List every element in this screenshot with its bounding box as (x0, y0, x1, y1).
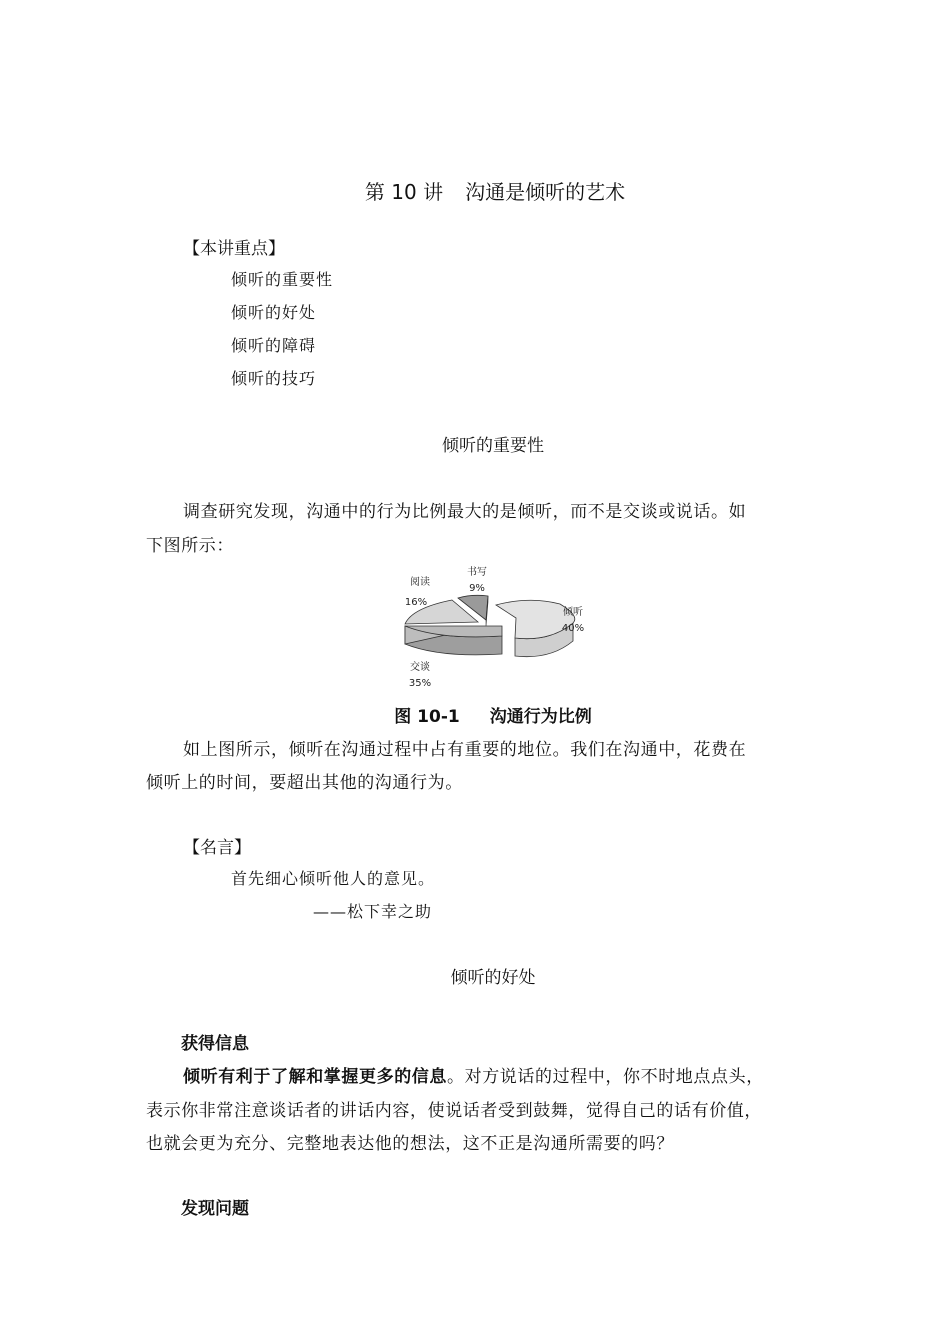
section-heading-benefits: 倾听的好处 (450, 968, 536, 988)
quote-heading: 【名言】 (183, 838, 251, 858)
key-point-item: 倾听的障碍 (231, 336, 317, 355)
key-point-item: 倾听的重要性 (231, 270, 334, 289)
label-reading: 阅读 (410, 577, 430, 588)
benefits-paragraph-line1 (183, 1062, 764, 1087)
after-chart-line1: 如上图所示，倾听在沟通过程中占有重要的地位。我们在沟通中，花费在 (183, 740, 747, 760)
subheading-find-problems: 发现问题 (181, 1199, 249, 1219)
lecture-number: 第 10 讲 (364, 180, 444, 204)
figure-caption (0, 702, 950, 727)
key-point-item: 倾听的好处 (231, 303, 317, 322)
page-title (0, 176, 950, 205)
figure-title: 沟通行为比例 (489, 707, 592, 727)
label-writing: 书写 (467, 567, 487, 578)
figure-number: 图 10-1 (394, 707, 460, 727)
label-talking: 交谈 (410, 662, 430, 673)
section-heading-importance: 倾听的重要性 (442, 436, 544, 456)
key-point-item: 倾听的技巧 (231, 369, 317, 388)
bold-lead: 倾听有利于了解和掌握更多的信息 (183, 1067, 447, 1087)
benefits-paragraph-line3: 也就会更为充分、完整地表达他的想法，这不正是沟通所需要的吗？ (146, 1134, 674, 1154)
value-talking: 35% (408, 678, 432, 689)
paragraph-rest: 。对方说话的过程中，你不时地点点头， (447, 1067, 764, 1087)
value-writing: 9% (469, 583, 485, 594)
intro-paragraph-line1: 调查研究发现，沟通中的行为比例最大的是倾听，而不是交谈或说话。如 (183, 502, 747, 522)
value-listening: 40% (561, 623, 585, 634)
lecture-title: 沟通是倾听的艺术 (465, 180, 626, 204)
quote-text: 首先细心倾听他人的意见。 (231, 869, 436, 888)
value-reading: 16% (404, 597, 428, 608)
pie-chart (390, 560, 600, 692)
after-chart-line2: 倾听上的时间，要超出其他的沟通行为。 (146, 773, 463, 793)
subheading-get-information: 获得信息 (181, 1034, 249, 1054)
quote-author: ——松下幸之助 (313, 902, 433, 921)
label-listening: 倾听 (563, 607, 583, 618)
intro-paragraph-line2: 下图所示： (146, 536, 234, 556)
benefits-paragraph-line2: 表示你非常注意谈话者的讲话内容，使说话者受到鼓舞，觉得自己的话有价值， (146, 1101, 762, 1121)
key-points-heading: 【本讲重点】 (183, 239, 285, 259)
